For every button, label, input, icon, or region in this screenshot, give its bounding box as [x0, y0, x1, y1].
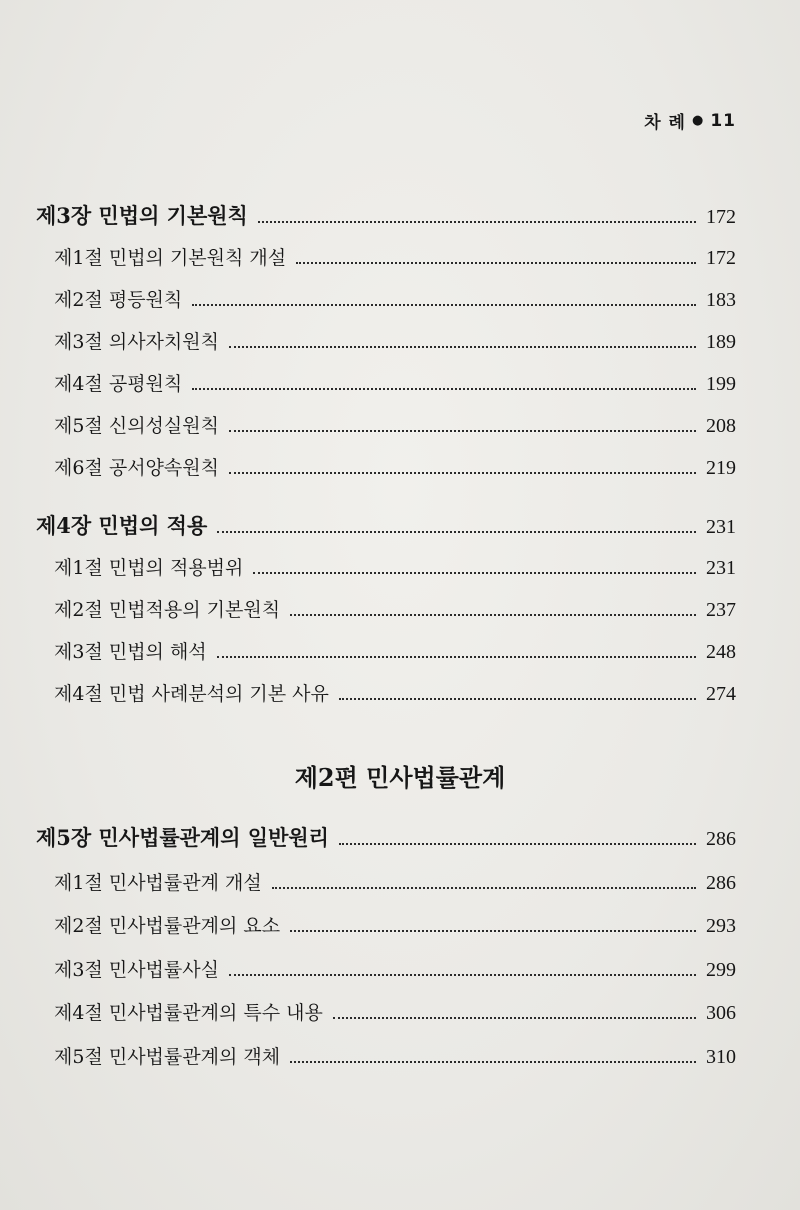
- section-title: 제4절 공평원칙: [54, 373, 183, 395]
- toc-section: [54, 637, 736, 667]
- chapter-title: 제3장 민법의 기본원칙: [36, 203, 248, 228]
- toc-section: [54, 327, 736, 357]
- section-title: 제4절 민사법률관계의 특수 내용: [54, 1002, 323, 1024]
- section-page: 299: [706, 959, 736, 981]
- section-page: 286: [706, 872, 736, 894]
- section-title: 제2절 민법적용의 기본원칙: [54, 599, 281, 621]
- dot-leader: [258, 221, 696, 223]
- section-page: 248: [706, 641, 736, 663]
- toc-section: [54, 679, 736, 709]
- dot-leader: [229, 346, 696, 348]
- toc-section: [54, 369, 736, 399]
- section-page: 208: [706, 415, 736, 437]
- section-title: 제3절 민사법률사실: [54, 959, 219, 981]
- section-title: 제6절 공서양속원칙: [54, 457, 219, 479]
- section-page: 310: [706, 1046, 736, 1068]
- section-title: 제5절 민사법률관계의 객체: [54, 1046, 281, 1068]
- section-page: 306: [706, 1002, 736, 1024]
- dot-leader: [290, 930, 696, 932]
- section-page: 199: [706, 373, 736, 395]
- section-page: 231: [706, 557, 736, 579]
- section-page: 172: [706, 247, 736, 269]
- toc-section: [54, 411, 736, 441]
- running-head-page: 11: [710, 110, 736, 131]
- toc-section: [54, 1042, 736, 1072]
- dot-leader: [333, 1017, 696, 1019]
- section-title: 제5절 신의성실원칙: [54, 415, 219, 437]
- section-page: 293: [706, 915, 736, 937]
- toc-section: [54, 553, 736, 583]
- dot-leader: [229, 430, 696, 432]
- chapter-page: 286: [706, 828, 736, 850]
- chapter-title: 제4장 민법의 적용: [36, 513, 208, 538]
- section-title: 제4절 민법 사례분석의 기본 사유: [54, 683, 329, 705]
- part-title: 제2편 민사법률관계: [294, 763, 506, 792]
- section-page: 183: [706, 289, 736, 311]
- section-title: 제1절 민법의 적용범위: [54, 557, 244, 579]
- toc-section: [54, 911, 736, 941]
- section-page: 189: [706, 331, 736, 353]
- section-title: 제2절 민사법률관계의 요소: [54, 915, 281, 937]
- toc-section: [54, 595, 736, 625]
- dot-leader: [229, 974, 696, 976]
- section-page: 219: [706, 457, 736, 479]
- dot-leader: [290, 1061, 696, 1063]
- toc-section: [54, 453, 736, 483]
- dot-leader: [339, 698, 696, 700]
- bullet-icon: ●: [691, 113, 705, 128]
- toc-chapter-5: [36, 822, 736, 852]
- chapter-page: 231: [706, 516, 736, 538]
- section-title: 제3절 의사자치원칙: [54, 331, 219, 353]
- section-title: 제1절 민사법률관계 개설: [54, 872, 262, 894]
- dot-leader: [290, 614, 696, 616]
- dot-leader: [192, 304, 696, 306]
- dot-leader: [192, 388, 696, 390]
- section-page: 237: [706, 599, 736, 621]
- toc-section: [54, 285, 736, 315]
- toc-section: [54, 998, 736, 1028]
- toc-section: [54, 243, 736, 273]
- dot-leader: [229, 472, 696, 474]
- dot-leader: [253, 572, 696, 574]
- chapter-page: 172: [706, 206, 736, 228]
- section-title: 제3절 민법의 해석: [54, 641, 207, 663]
- toc-chapter-3: [36, 200, 736, 230]
- chapter-title: 제5장 민사법률관계의 일반원리: [36, 825, 329, 850]
- section-title: 제1절 민법의 기본원칙 개설: [54, 247, 287, 269]
- section-title: 제2절 평등원칙: [54, 289, 183, 311]
- toc-section: [54, 955, 736, 985]
- running-head: [644, 108, 736, 133]
- running-head-title: 차 례: [644, 113, 686, 133]
- section-page: 274: [706, 683, 736, 705]
- dot-leader: [339, 843, 696, 845]
- dot-leader: [217, 656, 696, 658]
- dot-leader: [217, 531, 696, 533]
- toc-section: [54, 868, 736, 898]
- dot-leader: [296, 262, 696, 264]
- dot-leader: [272, 887, 696, 889]
- toc-chapter-4: [36, 510, 736, 540]
